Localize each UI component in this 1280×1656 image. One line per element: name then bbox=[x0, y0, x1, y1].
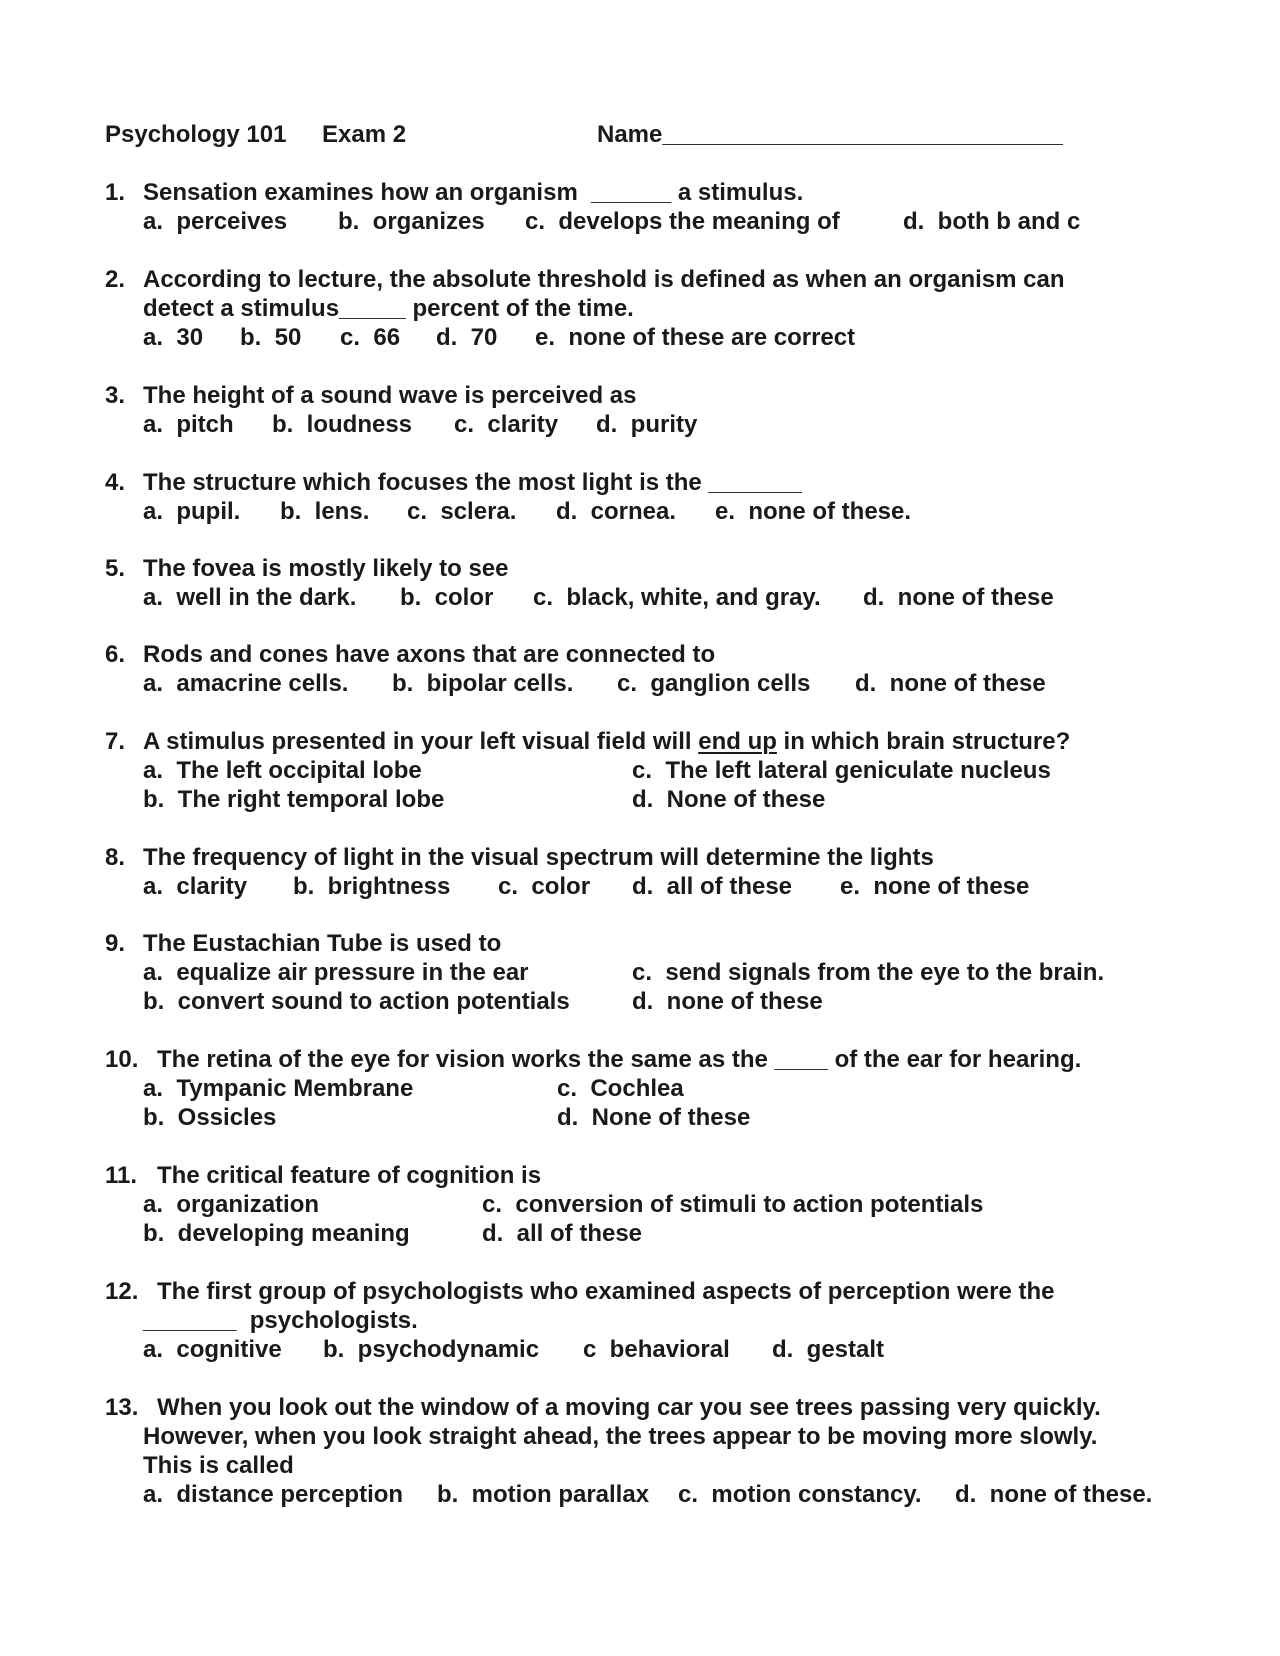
option-b: b. organizes bbox=[338, 208, 485, 235]
question-text: Rods and cones have axons that are connected to bbox=[143, 641, 716, 668]
option-c: c. send signals from the eye to the brain. bbox=[632, 959, 1105, 986]
question-number: 12. bbox=[105, 1278, 139, 1305]
question-text: detect a stimulus_____ percent of the time. bbox=[143, 295, 634, 322]
option-e: e. none of these. bbox=[715, 498, 912, 525]
question-text: However, when you look straight ahead, the trees appear to be moving more slowly. bbox=[143, 1423, 1098, 1450]
option-b: b. Ossicles bbox=[143, 1104, 277, 1131]
option-b: b. bipolar cells. bbox=[392, 670, 574, 697]
exam-title: Exam 2 bbox=[322, 121, 407, 148]
option-d: d. both b and c bbox=[903, 208, 1081, 235]
option-d: d. None of these bbox=[557, 1104, 751, 1131]
option-c: c. black, white, and gray. bbox=[533, 584, 821, 611]
option-a: a. clarity bbox=[143, 873, 248, 900]
option-a: a. 30 bbox=[143, 324, 204, 351]
question-text: The height of a sound wave is perceived as bbox=[143, 382, 637, 409]
question-text: The critical feature of cognition is bbox=[157, 1162, 542, 1189]
option-c: c. ganglion cells bbox=[617, 670, 811, 697]
option-d: d. gestalt bbox=[772, 1336, 885, 1363]
option-d: d. cornea. bbox=[556, 498, 677, 525]
option-c: c. clarity bbox=[454, 411, 559, 438]
option-b: b. developing meaning bbox=[143, 1220, 410, 1247]
option-d: d. none of these bbox=[855, 670, 1046, 697]
option-a: a. well in the dark. bbox=[143, 584, 357, 611]
option-c: c. Cochlea bbox=[557, 1075, 684, 1102]
question-text: The structure which focuses the most light is the _______ bbox=[143, 469, 802, 496]
option-a: a. amacrine cells. bbox=[143, 670, 349, 697]
option-c: c behavioral bbox=[583, 1336, 730, 1363]
question-number: 6. bbox=[105, 641, 126, 668]
option-c: c. sclera. bbox=[407, 498, 517, 525]
option-d: d. none of these. bbox=[955, 1481, 1153, 1508]
question-number: 13. bbox=[105, 1394, 139, 1421]
option-a: a. The left occipital lobe bbox=[143, 757, 422, 784]
question-text: The fovea is mostly likely to see bbox=[143, 555, 509, 582]
option-a: a. pitch bbox=[143, 411, 234, 438]
question-number: 8. bbox=[105, 844, 126, 871]
question-number: 4. bbox=[105, 469, 126, 496]
option-b: b. brightness bbox=[293, 873, 451, 900]
question-text: The first group of psychologists who examined aspects of perception were the bbox=[157, 1278, 1055, 1305]
name-field[interactable]: Name______________________________ bbox=[597, 121, 1063, 148]
option-a: a. distance perception bbox=[143, 1481, 404, 1508]
option-d: d. None of these bbox=[632, 786, 826, 813]
option-d: d. 70 bbox=[436, 324, 498, 351]
option-c: c. 66 bbox=[340, 324, 401, 351]
question-text: When you look out the window of a moving car you see trees passing very quickly. bbox=[157, 1394, 1101, 1421]
option-a: a. perceives bbox=[143, 208, 288, 235]
option-d: d. all of these bbox=[482, 1220, 643, 1247]
option-e: e. none of these are correct bbox=[535, 324, 856, 351]
option-c: c. conversion of stimuli to action potentials bbox=[482, 1191, 984, 1218]
question-number: 3. bbox=[105, 382, 126, 409]
option-d: d. all of these bbox=[632, 873, 793, 900]
question-text-part: A stimulus presented in your left visual field will bbox=[143, 728, 699, 755]
option-d: d. none of these bbox=[863, 584, 1054, 611]
question-number: 9. bbox=[105, 930, 126, 957]
option-a: a. equalize air pressure in the ear bbox=[143, 959, 529, 986]
option-a: a. organization bbox=[143, 1191, 320, 1218]
question-text: The frequency of light in the visual spectrum will determine the lights bbox=[143, 844, 934, 871]
option-c: c. develops the meaning of bbox=[525, 208, 840, 235]
option-c: c. motion constancy. bbox=[678, 1481, 922, 1508]
option-b: b. The right temporal lobe bbox=[143, 786, 445, 813]
question-text bbox=[143, 727, 1070, 756]
option-a: a. Tympanic Membrane bbox=[143, 1075, 414, 1102]
question-number: 2. bbox=[105, 266, 126, 293]
option-b: b. 50 bbox=[240, 324, 302, 351]
question-text-part: in which brain structure? bbox=[776, 728, 1071, 755]
option-b: b. loudness bbox=[272, 411, 413, 438]
question-number: 7. bbox=[105, 728, 126, 755]
question-text: The Eustachian Tube is used to bbox=[143, 930, 502, 957]
question-text: According to lecture, the absolute threshold is defined as when an organism can bbox=[143, 266, 1065, 293]
option-a: a. pupil. bbox=[143, 498, 241, 525]
option-d: d. none of these bbox=[632, 988, 823, 1015]
question-text: _______ psychologists. bbox=[143, 1307, 418, 1334]
question-text: This is called bbox=[143, 1452, 294, 1479]
option-c: c. color bbox=[498, 873, 591, 900]
option-a: a. cognitive bbox=[143, 1336, 282, 1363]
option-b: b. convert sound to action potentials bbox=[143, 988, 570, 1015]
option-e: e. none of these bbox=[840, 873, 1030, 900]
option-b: b. lens. bbox=[280, 498, 370, 525]
option-b: b. color bbox=[400, 584, 494, 611]
underlined-emphasis: end up bbox=[698, 728, 777, 755]
option-c: c. The left lateral geniculate nucleus bbox=[632, 757, 1051, 784]
option-b: b. motion parallax bbox=[437, 1481, 650, 1508]
question-number: 11. bbox=[105, 1162, 138, 1189]
question-text: The retina of the eye for vision works the same as the ____ of the ear for hearing. bbox=[157, 1046, 1082, 1073]
option-b: b. psychodynamic bbox=[323, 1336, 540, 1363]
question-text: Sensation examines how an organism ______ a stimulus. bbox=[143, 179, 804, 206]
question-number: 10. bbox=[105, 1046, 139, 1073]
course-title: Psychology 101 bbox=[105, 121, 287, 148]
question-number: 5. bbox=[105, 555, 126, 582]
question-number: 1. bbox=[105, 179, 126, 206]
option-d: d. purity bbox=[596, 411, 698, 438]
